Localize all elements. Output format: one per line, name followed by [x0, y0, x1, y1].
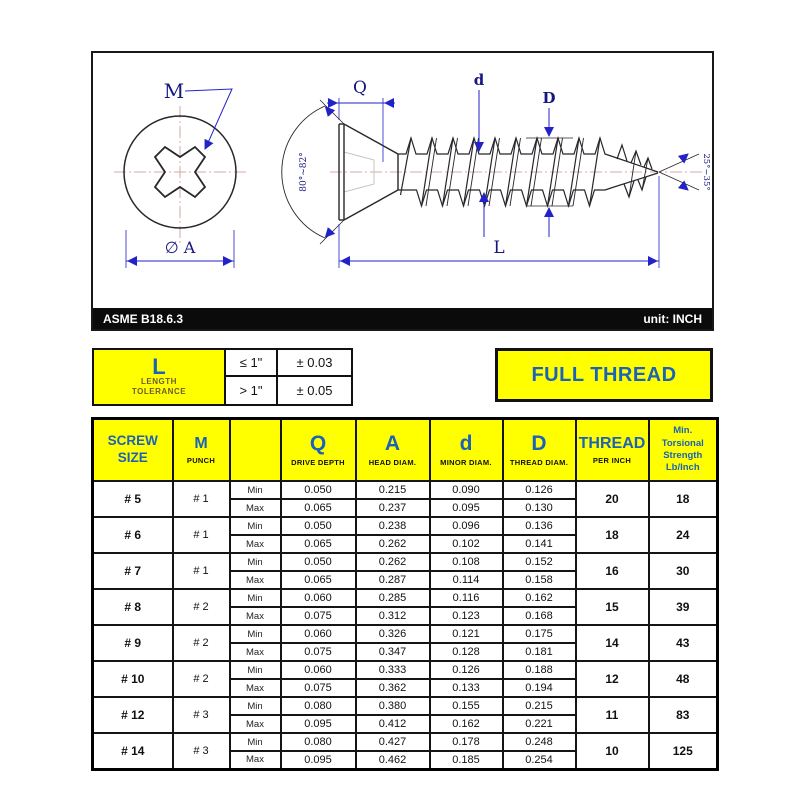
torque-cell: 24	[649, 517, 718, 553]
value-cell: 0.221	[503, 715, 576, 733]
col-header-drive-depth: Q DRIVE DEPTH	[281, 419, 356, 482]
head-profile	[339, 124, 398, 220]
value-cell: 0.141	[503, 535, 576, 553]
value-cell: 0.116	[430, 589, 503, 607]
table-row	[93, 733, 718, 751]
col-header-punch: M PUNCH	[173, 419, 230, 482]
value-cell: 0.065	[281, 499, 356, 517]
punch-cell: # 2	[173, 589, 230, 625]
col-header-screw-size: SCREW SIZE	[93, 419, 173, 482]
screw-size-cell: # 8	[93, 589, 173, 625]
value-cell: 0.133	[430, 679, 503, 697]
value-cell: 0.095	[281, 751, 356, 769]
value-cell: 0.175	[503, 625, 576, 643]
value-cell: 0.326	[356, 625, 430, 643]
value-cell: 0.126	[430, 661, 503, 679]
value-cell: 0.095	[281, 715, 356, 733]
torque-cell: 43	[649, 625, 718, 661]
tpi-cell: 16	[576, 553, 649, 589]
value-cell: 0.060	[281, 589, 356, 607]
table-row	[93, 625, 718, 643]
value-cell: 0.412	[356, 715, 430, 733]
head-front-view	[114, 79, 248, 268]
minmax-label: Min	[230, 481, 281, 499]
svg-text:d: d	[473, 71, 485, 89]
value-cell: 0.158	[503, 571, 576, 589]
value-cell: 0.238	[356, 517, 430, 535]
value-cell: 0.123	[430, 607, 503, 625]
value-cell: 0.168	[503, 607, 576, 625]
table-row	[93, 589, 718, 607]
value-cell: 0.237	[356, 499, 430, 517]
tpi-cell: 10	[576, 733, 649, 769]
table-row	[93, 661, 718, 679]
value-cell: 0.128	[430, 643, 503, 661]
tolerance-condition: ≤ 1"	[226, 350, 278, 377]
screw-size-cell: # 12	[93, 697, 173, 733]
value-cell: 0.075	[281, 607, 356, 625]
screw-size-cell: # 14	[93, 733, 173, 769]
value-cell: 0.050	[281, 517, 356, 535]
minmax-label: Min	[230, 733, 281, 751]
torque-cell: 18	[649, 481, 718, 517]
value-cell: 0.152	[503, 553, 576, 571]
value-cell: 0.108	[430, 553, 503, 571]
minmax-label: Max	[230, 679, 281, 697]
table-row	[93, 481, 718, 499]
spec-table	[91, 417, 719, 771]
length-tolerance-box	[92, 348, 353, 406]
col-header-thread-per-inch: THREAD PER INCH	[576, 419, 649, 482]
tpi-cell: 14	[576, 625, 649, 661]
minmax-label: Max	[230, 535, 281, 553]
tpi-cell: 18	[576, 517, 649, 553]
punch-cell: # 2	[173, 661, 230, 697]
minmax-label: Max	[230, 607, 281, 625]
value-cell: 0.095	[430, 499, 503, 517]
minmax-label: Max	[230, 751, 281, 769]
torque-cell: 39	[649, 589, 718, 625]
value-cell: 0.060	[281, 625, 356, 643]
tpi-cell: 20	[576, 481, 649, 517]
tolerance-header-cell	[94, 350, 226, 404]
value-cell: 0.065	[281, 571, 356, 589]
minmax-label: Min	[230, 589, 281, 607]
col-header-head-diam: A HEAD DIAM.	[356, 419, 430, 482]
value-cell: 0.121	[430, 625, 503, 643]
value-cell: 0.347	[356, 643, 430, 661]
screw-size-cell: # 5	[93, 481, 173, 517]
value-cell: 0.050	[281, 481, 356, 499]
col-header-minmax	[230, 419, 281, 482]
value-cell: 0.215	[503, 697, 576, 715]
value-cell: 0.188	[503, 661, 576, 679]
value-cell: 0.185	[430, 751, 503, 769]
dim-drive-depth	[327, 78, 395, 162]
screw-drawing	[93, 53, 712, 308]
value-cell: 0.080	[281, 733, 356, 751]
col-header-thread-diam: D THREAD DIAM.	[503, 419, 576, 482]
value-cell: 0.090	[430, 481, 503, 499]
punch-cell: # 2	[173, 625, 230, 661]
punch-cell: # 1	[173, 553, 230, 589]
tolerance-condition: > 1"	[226, 377, 278, 404]
value-cell: 0.162	[430, 715, 503, 733]
punch-cell: # 3	[173, 697, 230, 733]
torque-cell: 48	[649, 661, 718, 697]
value-cell: 0.126	[503, 481, 576, 499]
minmax-label: Min	[230, 697, 281, 715]
value-cell: 0.262	[356, 535, 430, 553]
value-cell: 0.050	[281, 553, 356, 571]
value-cell: 0.155	[430, 697, 503, 715]
torque-cell: 83	[649, 697, 718, 733]
tolerance-label-line2: TOLERANCE	[131, 386, 187, 396]
screw-side-view	[282, 71, 711, 268]
table-row	[93, 517, 718, 535]
svg-text:25°~35°: 25°~35°	[701, 153, 711, 191]
value-cell: 0.096	[430, 517, 503, 535]
value-cell: 0.285	[356, 589, 430, 607]
tpi-cell: 12	[576, 661, 649, 697]
unit-label: unit: INCH	[643, 311, 702, 326]
tpi-cell: 11	[576, 697, 649, 733]
value-cell: 0.262	[356, 553, 430, 571]
svg-text:80°~82°: 80°~82°	[299, 152, 309, 192]
value-cell: 0.178	[430, 733, 503, 751]
table-row	[93, 697, 718, 715]
tpi-cell: 15	[576, 589, 649, 625]
value-cell: 0.248	[503, 733, 576, 751]
punch-cell: # 1	[173, 481, 230, 517]
screw-size-cell: # 9	[93, 625, 173, 661]
header-row	[93, 419, 718, 482]
svg-text:L: L	[493, 238, 505, 258]
minmax-label: Min	[230, 625, 281, 643]
value-cell: 0.162	[503, 589, 576, 607]
minmax-label: Max	[230, 715, 281, 733]
svg-text:D: D	[542, 89, 556, 107]
value-cell: 0.254	[503, 751, 576, 769]
value-cell: 0.065	[281, 535, 356, 553]
punch-label: M	[163, 79, 185, 103]
value-cell: 0.462	[356, 751, 430, 769]
screw-size-cell: # 6	[93, 517, 173, 553]
minmax-label: Max	[230, 499, 281, 517]
value-cell: 0.287	[356, 571, 430, 589]
value-cell: 0.380	[356, 697, 430, 715]
tolerance-value: ± 0.03	[278, 350, 351, 377]
minmax-label: Min	[230, 517, 281, 535]
tolerance-value: ± 0.05	[296, 383, 333, 398]
value-cell: 0.114	[430, 571, 503, 589]
value-cell: 0.333	[356, 661, 430, 679]
minmax-label: Max	[230, 643, 281, 661]
value-cell: 0.427	[356, 733, 430, 751]
value-cell: 0.194	[503, 679, 576, 697]
minmax-label: Min	[230, 553, 281, 571]
value-cell: 0.362	[356, 679, 430, 697]
minmax-label: Max	[230, 571, 281, 589]
col-header-torsional: Min. Torsional Strength Lb/Inch	[649, 419, 718, 482]
value-cell: 0.080	[281, 697, 356, 715]
col-header-minor-diam: d MINOR DIAM.	[430, 419, 503, 482]
value-cell: 0.130	[503, 499, 576, 517]
svg-text:Q: Q	[353, 78, 367, 98]
value-cell: 0.075	[281, 679, 356, 697]
tolerance-symbol: L	[152, 353, 166, 379]
value-cell: 0.102	[430, 535, 503, 553]
punch-cell: # 1	[173, 517, 230, 553]
value-cell: 0.075	[281, 643, 356, 661]
torque-cell: 30	[649, 553, 718, 589]
value-cell: 0.215	[356, 481, 430, 499]
table-row	[93, 553, 718, 571]
torque-cell: 125	[649, 733, 718, 769]
punch-cell: # 3	[173, 733, 230, 769]
value-cell: 0.136	[503, 517, 576, 535]
standard-label: ASME B18.6.3	[103, 311, 184, 326]
head-diam-label: ∅ A	[164, 238, 196, 257]
minmax-label: Min	[230, 661, 281, 679]
drawing-title-bar	[93, 308, 712, 329]
screw-size-cell: # 10	[93, 661, 173, 697]
screw-size-cell: # 7	[93, 553, 173, 589]
value-cell: 0.181	[503, 643, 576, 661]
value-cell: 0.312	[356, 607, 430, 625]
value-cell: 0.060	[281, 661, 356, 679]
tolerance-label-line1: LENGTH	[141, 376, 177, 386]
full-thread-badge: FULL THREAD	[495, 348, 713, 402]
drawing-frame	[91, 51, 714, 331]
